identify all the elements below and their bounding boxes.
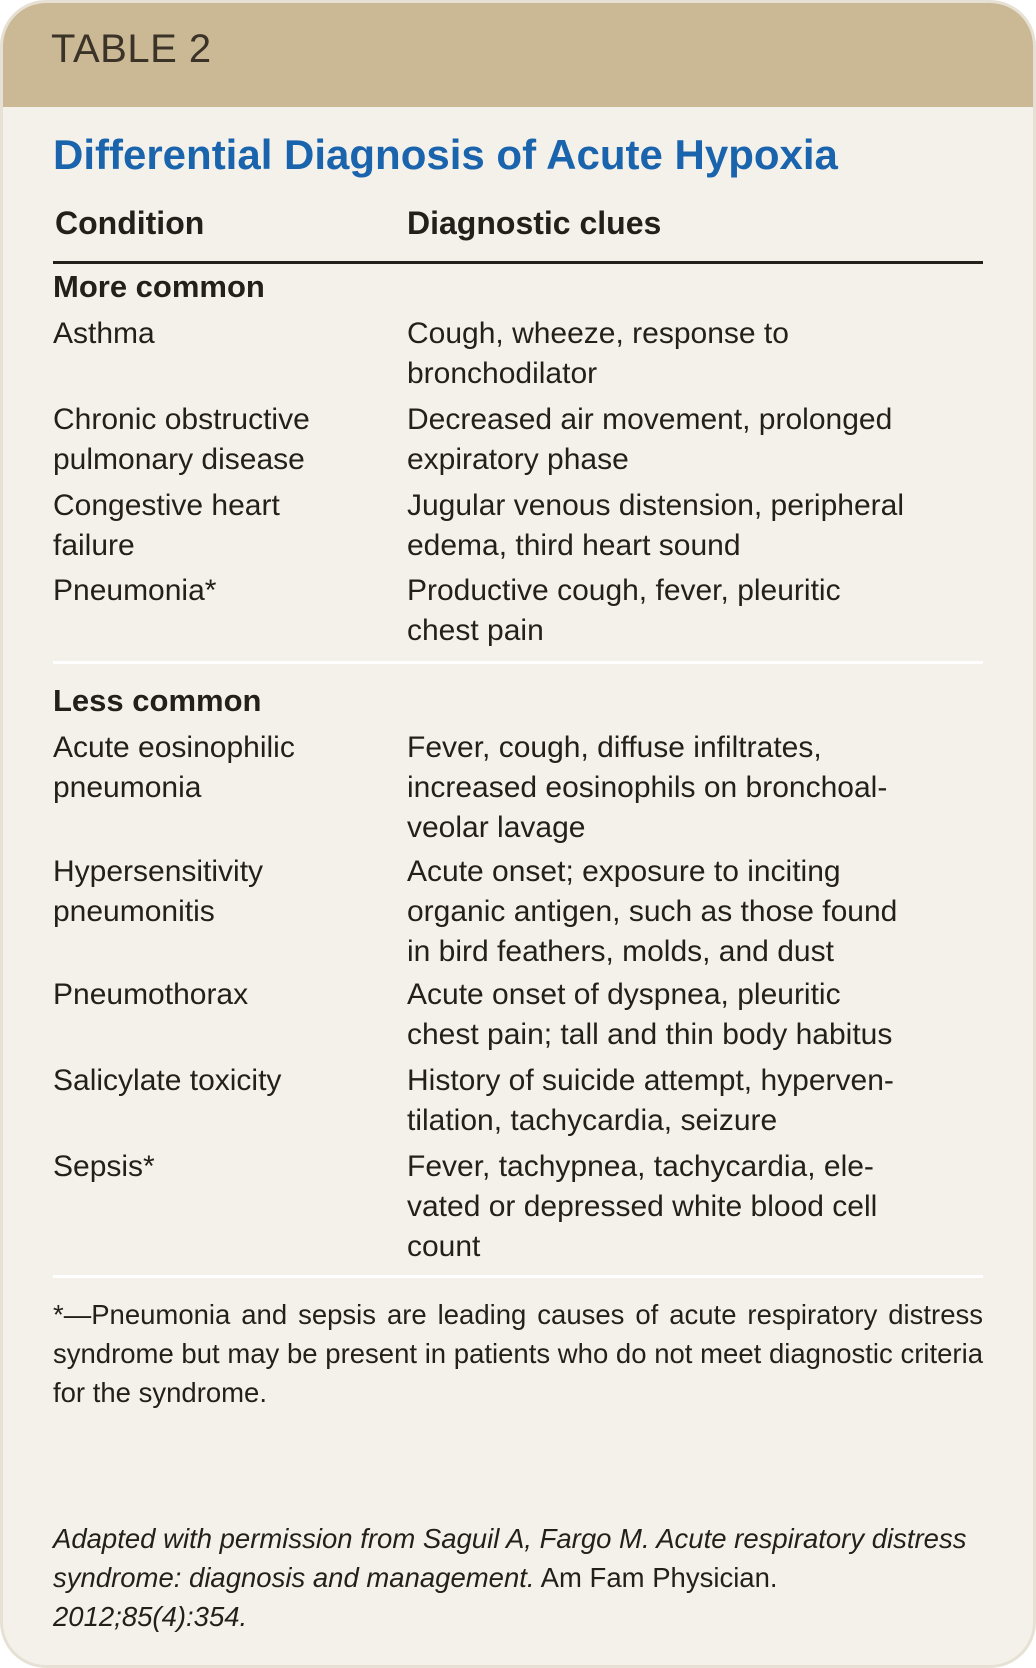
condition-cell: Congestive heart failure (53, 489, 280, 562)
clues-cell: Productive cough, fever, pleuritic chest pain (407, 574, 841, 647)
table-banner (3, 3, 1033, 107)
clues-cell: Acute onset; exposure to inciting organic antigen, such as those found in bird feathers, molds, and dust (407, 855, 898, 968)
header-rule (53, 261, 983, 264)
footnote-divider (53, 1275, 983, 1278)
section-heading-more-common: More common (53, 269, 265, 304)
condition-cell: Pneumothorax (53, 978, 249, 1011)
source-journal: Am Fam Physician. (540, 1562, 778, 1593)
footnote: *—Pneumonia and sepsis are leading causes of acute respiratory distress syndrome but may be present in patients who do not meet diagnostic criteria for the syndrome. (53, 1299, 983, 1408)
clues-cell: Decreased air movement, prolonged expiratory phase (407, 403, 893, 476)
section-divider (53, 661, 983, 664)
table-number-label: TABLE 2 (51, 27, 212, 71)
condition-cell: Acute eosinophilic pneumonia (53, 731, 295, 804)
clues-cell: Jugular venous distension, peripheral edema, third heart sound (407, 489, 904, 562)
clues-cell: History of suicide attempt, hyperven- tilation, tachycardia, seizure (407, 1064, 894, 1137)
clues-cell: Acute onset of dyspnea, pleuritic chest pain; tall and thin body habitus (407, 978, 893, 1051)
source-citation (53, 1519, 983, 1636)
column-header-condition: Condition (55, 205, 205, 241)
condition-cell: Chronic obstructive pulmonary disease (53, 403, 310, 476)
table-title: Differential Diagnosis of Acute Hypoxia (53, 131, 838, 178)
clues-cell: Cough, wheeze, response to bronchodilator (407, 317, 789, 390)
condition-cell: Salicylate toxicity (53, 1064, 282, 1097)
clues-cell: Fever, cough, diffuse infiltrates, increased eosinophils on bronchoal- veolar lavage (407, 731, 888, 844)
source-prefix: Adapted with permission from Saguil A, Fargo M. Acute respiratory distress syndrome: diagnosis and management. (53, 1523, 967, 1593)
condition-cell: Sepsis* (53, 1150, 155, 1183)
clues-cell: Fever, tachypnea, tachycardia, ele- vated or depressed white blood cell count (407, 1150, 878, 1263)
condition-cell: Pneumonia* (53, 574, 217, 607)
column-header-clues: Diagnostic clues (407, 205, 662, 241)
condition-cell: Hypersensitivity pneumonitis (53, 855, 264, 928)
source-citation-detail: 2012;85(4):354. (53, 1601, 248, 1632)
section-heading-less-common: Less common (53, 683, 262, 718)
condition-cell: Asthma (53, 317, 155, 350)
